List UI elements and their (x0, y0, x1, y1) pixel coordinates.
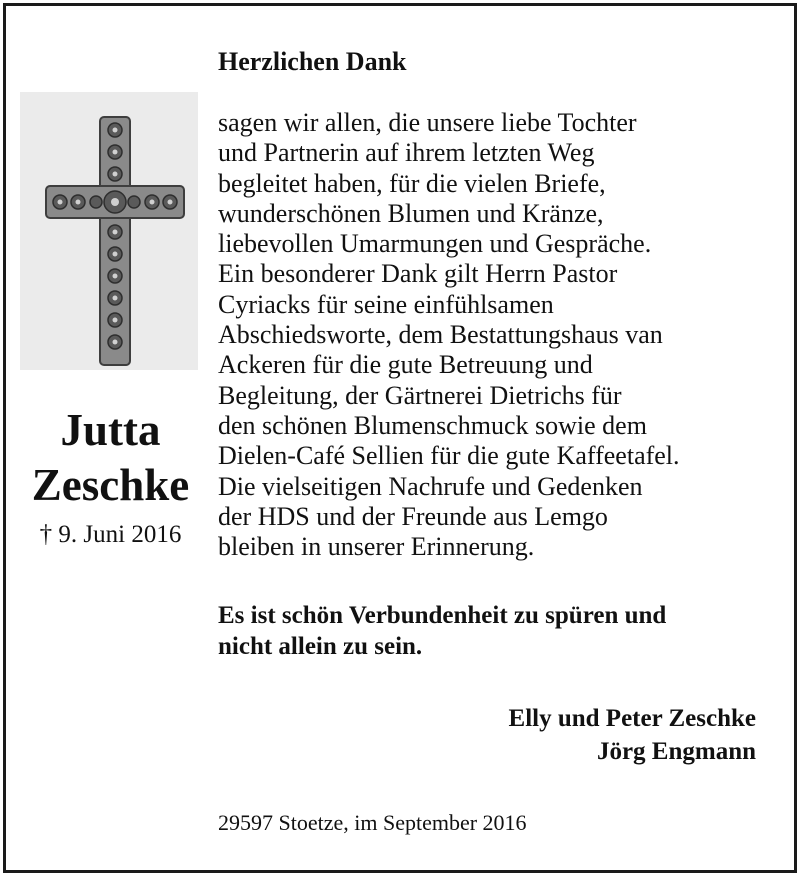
body-line: bleiben in unserer Erinnerung. (218, 532, 535, 562)
body-line: Dielen-Café Sellien für die gute Kaffeetafel. (218, 441, 680, 471)
deceased-first-name: Jutta (60, 405, 161, 455)
body-line: Ackeren für die gute Betreuung und (218, 350, 593, 380)
signatures (509, 702, 756, 768)
signature-line: Jörg Engmann (596, 738, 756, 765)
closing-line: Es ist schön Verbundenheit zu spüren und (218, 602, 667, 629)
body-line: Die vielseitigen Nachrufe und Gedenken (218, 471, 643, 501)
notice-body (218, 108, 680, 562)
place-date: 29597 Stoetze, im September 2016 (218, 810, 527, 835)
closing-line: nicht allein zu sein. (218, 633, 423, 660)
body-line: wunderschönen Blumen und Kränze, (218, 198, 604, 228)
body-line: begleitet haben, für die vielen Briefe, (218, 168, 606, 198)
closing-statement (218, 600, 666, 662)
body-line: den schönen Blumenschmuck sowie dem (218, 410, 647, 440)
cross-image (20, 92, 198, 370)
body-line: liebevollen Umarmungen und Gespräche. (218, 229, 652, 259)
body-line: Abschiedsworte, dem Bestattungshaus van (218, 320, 663, 350)
body-line: Cyriacks für seine einfühlsamen (218, 289, 554, 319)
body-line: und Partnerin auf ihrem letzten Weg (218, 138, 595, 168)
cross-icon (20, 92, 198, 370)
body-line: Begleitung, der Gärtnerei Dietrichs für (218, 380, 622, 410)
signature-line: Elly und Peter Zeschke (508, 705, 756, 732)
notice-heading: Herzlichen Dank (218, 47, 407, 76)
body-line: Ein besonderer Dank gilt Herrn Pastor (218, 259, 618, 289)
body-line: der HDS und der Freunde aus Lemgo (218, 501, 608, 531)
death-date: † 9. Juni 2016 (39, 521, 182, 548)
body-line: sagen wir allen, die unsere liebe Tochter (218, 108, 637, 137)
deceased-last-name: Zeschke (31, 460, 190, 510)
